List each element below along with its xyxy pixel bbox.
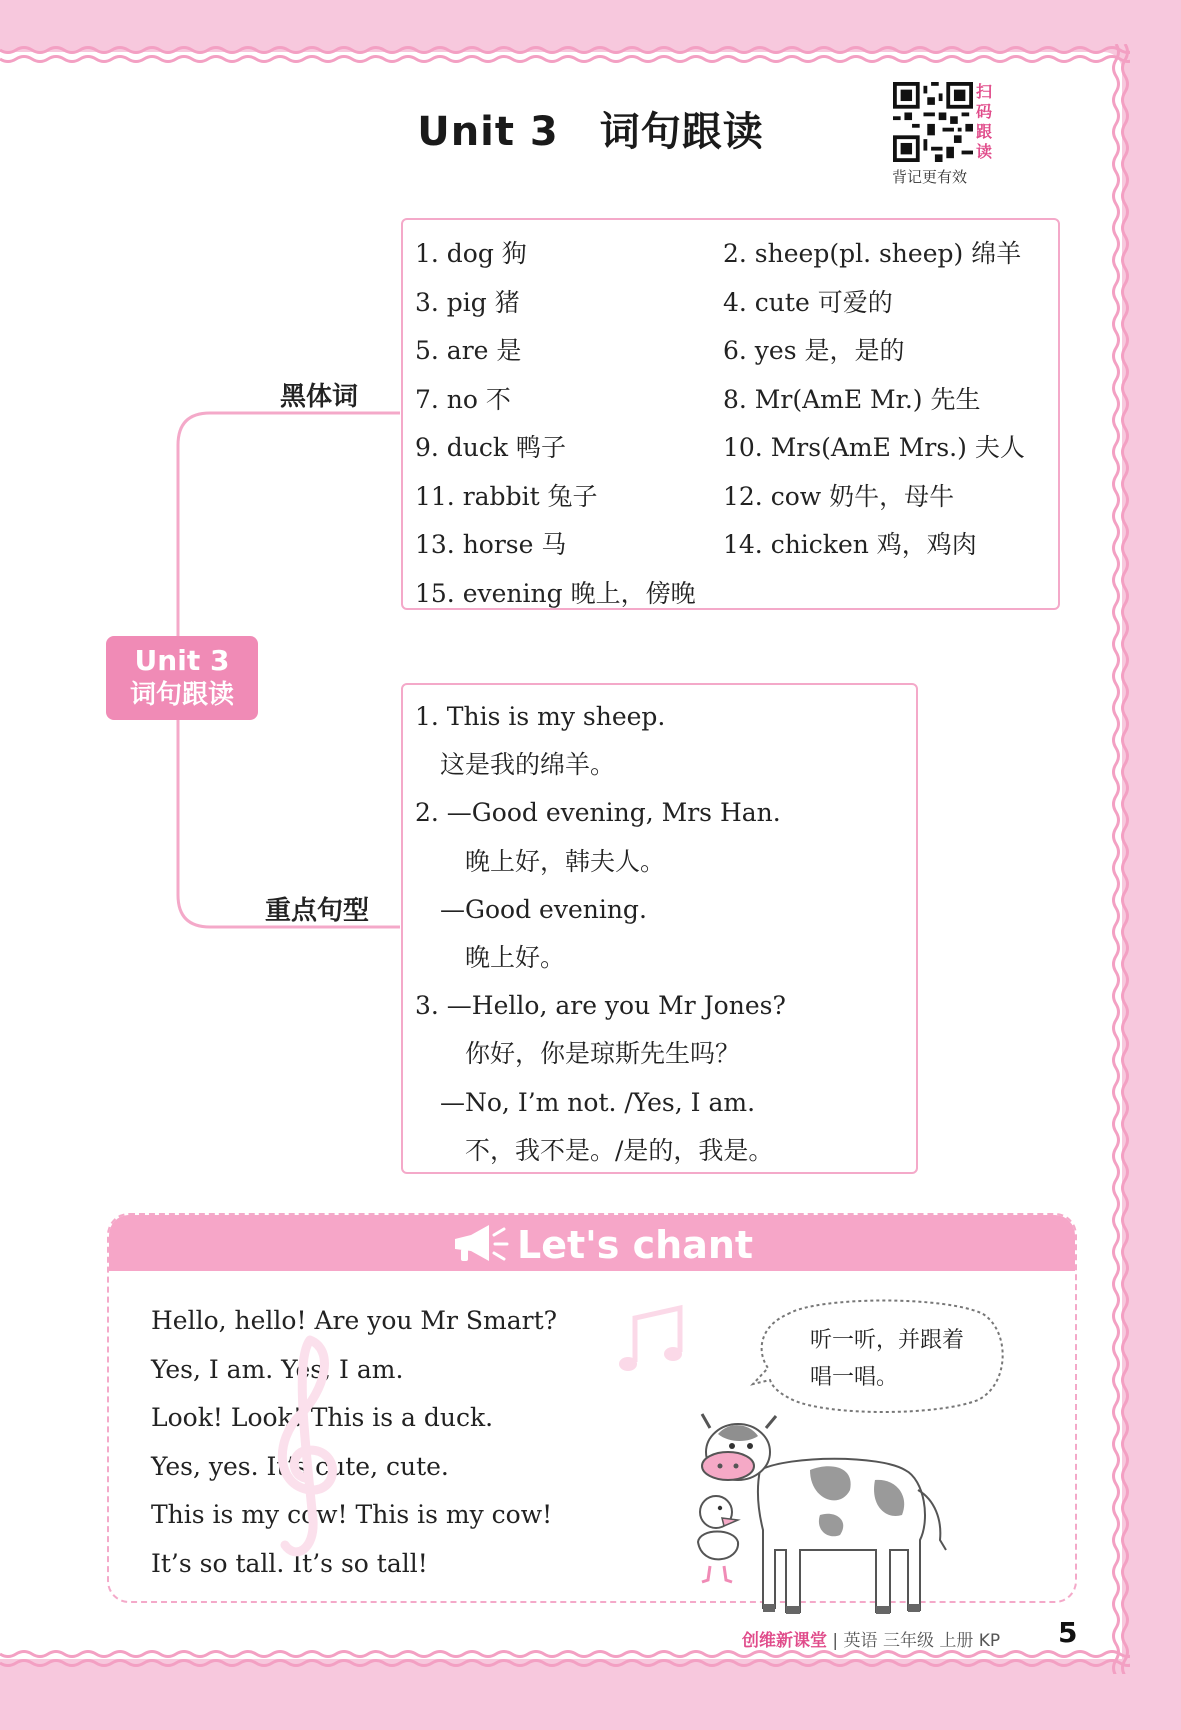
vocabulary-item: 5. are 是 (415, 336, 522, 366)
sentence-line: 不，我不是。/是的，我是。 (415, 1135, 774, 1165)
chant-line: Hello, hello! Are you Mr Smart? (151, 1306, 558, 1335)
footer-info: | 英语 三年级 上册 KP (832, 1631, 1001, 1651)
megaphone-icon (449, 1223, 509, 1265)
vocabulary-item: 15. evening 晚上，傍晚 (415, 578, 696, 608)
chant-line: It’s so tall. It’s so tall! (151, 1548, 428, 1578)
chant-title: Let's chant (517, 1223, 754, 1267)
footer (742, 1626, 1000, 1651)
vocabulary-row (415, 568, 1055, 617)
sentence-line: 这是我的绵羊。 (415, 750, 616, 780)
vocabulary-item: 10. Mrs(AmE Mrs.) 夫人 (723, 433, 1025, 463)
vocabulary-item: 7. no 不 (415, 384, 511, 414)
wavy-top-border (0, 44, 1130, 68)
sentence-line: 2. —Good evening, Mrs Han. (415, 798, 781, 828)
music-notes-icon (610, 1300, 700, 1380)
sentence-line: 你好，你是琼斯先生吗？ (415, 1039, 741, 1069)
wavy-bottom-border (0, 1648, 1130, 1672)
vocabulary-row (415, 519, 1055, 568)
vocabulary-row (415, 422, 1055, 471)
bubble-line-1: 听一听，并跟着 (810, 1328, 965, 1353)
unit-badge-line2: 词句跟读 (129, 680, 234, 710)
sentence-line: 晚上好，韩夫人。 (415, 846, 666, 876)
vocabulary-item: 2. sheep(pl. sheep) 绵羊 (723, 239, 1022, 269)
unit-badge-line1: Unit 3 (134, 644, 230, 677)
chant-line: This is my cow! This is my cow! (151, 1500, 553, 1530)
speech-bubble-text (810, 1322, 990, 1396)
chant-line: Yes, yes. It’s cute, cute. (151, 1451, 449, 1481)
sentence-line: 1. This is my sheep. (415, 702, 666, 731)
vocabulary-row (415, 471, 1055, 520)
wavy-right-border (1108, 44, 1132, 1674)
vocabulary-item: 13. horse 马 (415, 530, 567, 560)
vocabulary-row (415, 277, 1055, 326)
unit-badge (106, 636, 258, 720)
qr-code-icon[interactable] (893, 82, 973, 162)
vocabulary-item: 1. dog 狗 (415, 239, 527, 269)
qr-side-char: 码 (976, 102, 993, 121)
sentence-line: —No, I’m not. /Yes, I am. (415, 1087, 756, 1117)
page-title: Unit 3 词句跟读 (417, 109, 764, 155)
vocabulary-row (415, 374, 1055, 423)
sentences-box (401, 683, 918, 1174)
footer-brand: 创维新课堂 (742, 1631, 827, 1651)
vocabulary-item: 14. chicken 鸡，鸡肉 (723, 530, 977, 560)
vocabulary-item: 11. rabbit 兔子 (415, 481, 598, 511)
vocabulary-item: 12. cow 奶牛，母牛 (723, 481, 955, 511)
vocabulary-item: 3. pig 猪 (415, 287, 520, 317)
vocabulary-row (415, 325, 1055, 374)
sentence-line: 晚上好。 (415, 942, 566, 972)
branch-label-words: 黑体词 (280, 382, 359, 412)
vocabulary-box (401, 218, 1060, 610)
duck-icon (682, 1490, 752, 1585)
vocabulary-item: 9. duck 鸭子 (415, 433, 567, 463)
vocabulary-item: 4. cute 可爱的 (723, 287, 893, 317)
qr-side-char: 读 (976, 142, 993, 161)
vocabulary-grid (415, 228, 1055, 616)
chant-line: Yes, I am. Yes, I am. (151, 1354, 404, 1384)
qr-caption: 背记更有效 (892, 168, 968, 186)
vocabulary-item: 6. yes 是，是的 (723, 336, 905, 366)
vocabulary-row (415, 228, 1055, 277)
sentence-line: 3. —Hello, are you Mr Jones? (415, 991, 786, 1021)
bubble-line-2: 唱一唱。 (810, 1365, 899, 1390)
chant-line: Look! Look! This is a duck. (151, 1403, 494, 1433)
page-number: 5 (1058, 1616, 1078, 1649)
qr-side-char: 扫 (976, 82, 993, 101)
sentence-list (415, 693, 786, 1175)
branch-label-sentences: 重点句型 (265, 896, 370, 926)
vocabulary-item: 8. Mr(AmE Mr.) 先生 (723, 384, 981, 414)
treble-clef-icon (255, 1320, 355, 1580)
qr-side-char: 跟 (976, 122, 993, 141)
qr-side-text (976, 82, 996, 162)
sentence-line: —Good evening. (415, 894, 647, 924)
